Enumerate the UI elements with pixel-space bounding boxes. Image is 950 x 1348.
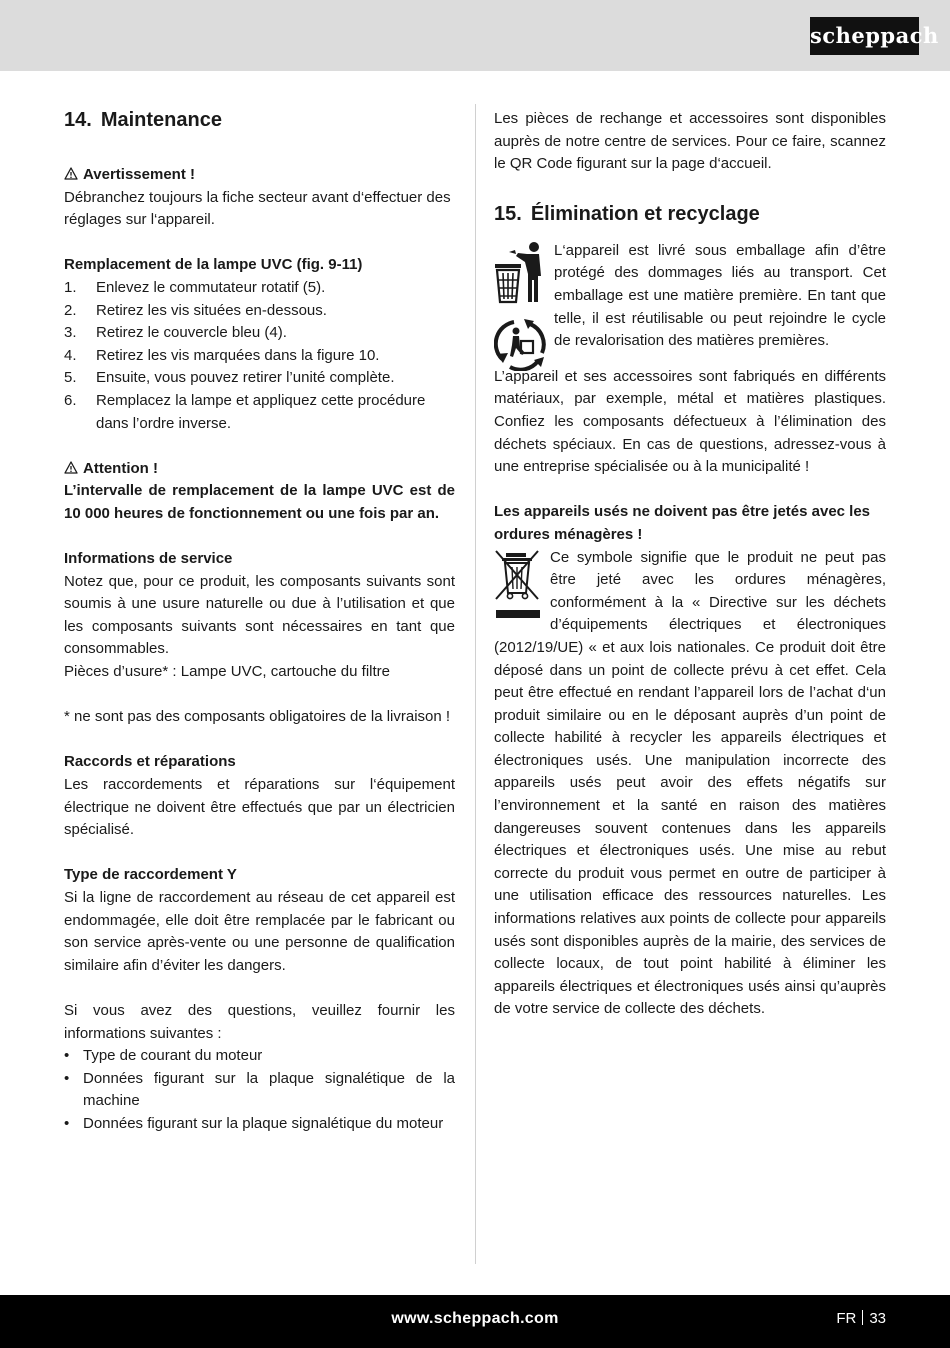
warning-triangle-icon — [64, 167, 78, 180]
bullet-item: • Données figurant sur la plaque signalétique du moteur — [64, 1114, 444, 1132]
weee-heading: Les appareils usés ne doivent pas être jetés avec les ordures ménagères ! — [494, 503, 871, 543]
spare-parts-text: Les pièces de rechange et accessoires sont disponibles auprès de notre centre de services. Pour ce faire, scannez le QR Code figurant sur la page d‘accueil. — [494, 110, 886, 173]
weee-symbol — [494, 547, 548, 629]
packaging-text: L‘appareil est livré sous emballage afin d’être protégé des dommages liés au transport. Cet emballage est une matière première. En tant que telle, il est réutilisable ou peut rejoindre le cycle de revalorisation des matières premières. — [554, 241, 886, 350]
step-item: 2. Retirez les vis situées en-dessous. — [64, 301, 327, 319]
page-number — [836, 1308, 886, 1330]
crossed-bin-icon — [494, 547, 542, 625]
uvc-steps — [64, 277, 455, 435]
section-15-title: 15. Élimination et recyclage — [494, 202, 760, 225]
footer-bar — [0, 1295, 950, 1348]
footer-url[interactable]: www.scheppach.com — [391, 1310, 559, 1327]
type-y-text: Si la ligne de raccordement au réseau de cet appareil est endommagée, elle doit être remplacée par le fabricant ou son service après-vente ou une personne de qualification similaire afin d’éviter les dangers. — [64, 889, 455, 974]
type-y-heading: Type de raccordement Y — [64, 866, 237, 884]
attention-text: L’intervalle de remplacement de la lampe UVC est de 10 000 heures de fonctionnement ou une fois par an. — [64, 482, 455, 522]
warning-triangle-icon — [64, 461, 78, 474]
repairs-heading: Raccords et réparations — [64, 753, 236, 771]
wear-parts: Pièces d’usure* : Lampe UVC, cartouche du filtre — [64, 663, 390, 681]
uvc-heading: Remplacement de la lampe UVC (fig. 9-11) — [64, 256, 363, 274]
header-bar — [0, 0, 950, 71]
language-code: FR — [836, 1310, 857, 1327]
left-column — [64, 108, 455, 1136]
warning-label: Avertissement ! — [64, 164, 455, 187]
step-item: 6. Remplacez la lampe et appliquez cette procédure dans l’ordre inverse. — [64, 391, 426, 432]
litter-bin-icon — [494, 240, 548, 304]
bullet-item: • Données figurant sur la plaque signalétique de la machine — [64, 1069, 455, 1110]
questions-text: Si vous avez des questions, veuillez fournir les informations suivantes : — [64, 1001, 455, 1042]
weee-text: Ce symbole signifie que le produit ne peut pas être jeté avec les ordures ménagères, conformément à la « Directive sur les déchets d’équipements électriques et électroniques (2012/19/UE) « et aux lois nationales. Ce produit doit être déposé dans un point de collecte prévu à cet effet. Cela peut être effectué en rendant l’appareil lors de l’achat d‘un produit similaire ou en le déposant auprès d’un point de collecte habilité à recycler les appareils électriques et électroniques usés. Une manipulation incorrecte des appareils usés peut avoir des effets négatifs sur l’environnement et la santé en raison des matières dangereuses souvent contenues dans les appareils électriques et électroniques usés. Une mise au rebut correcte du produit vous permet en outre de participer à une utilisation efficace des ressources naturelles. Les informations relatives aux points de collecte pour appareils usés sont disponibles auprès de la mairie, des services de collecte locaux, de tout point habilité à éliminer les appareils électriques et électroniques usés ainsi qu’auprès de votre service de collecte des déchets. — [494, 548, 886, 1018]
recycling-icon — [494, 317, 548, 371]
warning-text: Débranchez toujours la fiche secteur avant d‘effectuer des réglages sur l‘appareil. — [64, 188, 451, 229]
step-item: 5. Ensuite, vous pouvez retirer l’unité complète. — [64, 369, 395, 387]
materials-text: L’appareil et ses accessoires sont fabriqués en différents matériaux, par exemple, métal et matières plastiques. Confiez les composants défectueux à l’élimination des déchets spéciaux. En cas de questions, adressez-vous à une entreprise spécialisée ou à la municipalité ! — [494, 367, 886, 476]
column-divider — [475, 104, 476, 1264]
step-item: 1. Enlevez le commutateur rotatif (5). — [64, 278, 326, 296]
step-item: 3. Retirez le couvercle bleu (4). — [64, 324, 287, 342]
step-item: 4. Retirez les vis marquées dans la figure 10. — [64, 346, 380, 364]
service-heading: Informations de service — [64, 550, 233, 568]
repairs-text: Les raccordements et réparations sur l‘équipement électrique ne doivent être effectués que par un électricien spécialisé. — [64, 776, 455, 839]
recycling-icons — [494, 240, 552, 366]
section-14-title: 14. Maintenance — [64, 109, 222, 131]
attention-label: Attention ! — [64, 458, 455, 481]
page-separator — [862, 1310, 863, 1325]
brand-logo: scheppach — [810, 17, 919, 55]
bullet-item: • Type de courant du moteur — [64, 1047, 263, 1065]
info-bullets — [64, 1045, 455, 1135]
page-num: 33 — [869, 1310, 886, 1327]
footnote: * ne sont pas des composants obligatoires de la livraison ! — [64, 708, 451, 726]
service-text: Notez que, pour ce produit, les composants suivants sont soumis à une usure naturelle ou due à l’utilisation et que les composants suivants sont nécessaires en tant que consommables. — [64, 572, 455, 658]
right-column — [494, 108, 886, 1021]
